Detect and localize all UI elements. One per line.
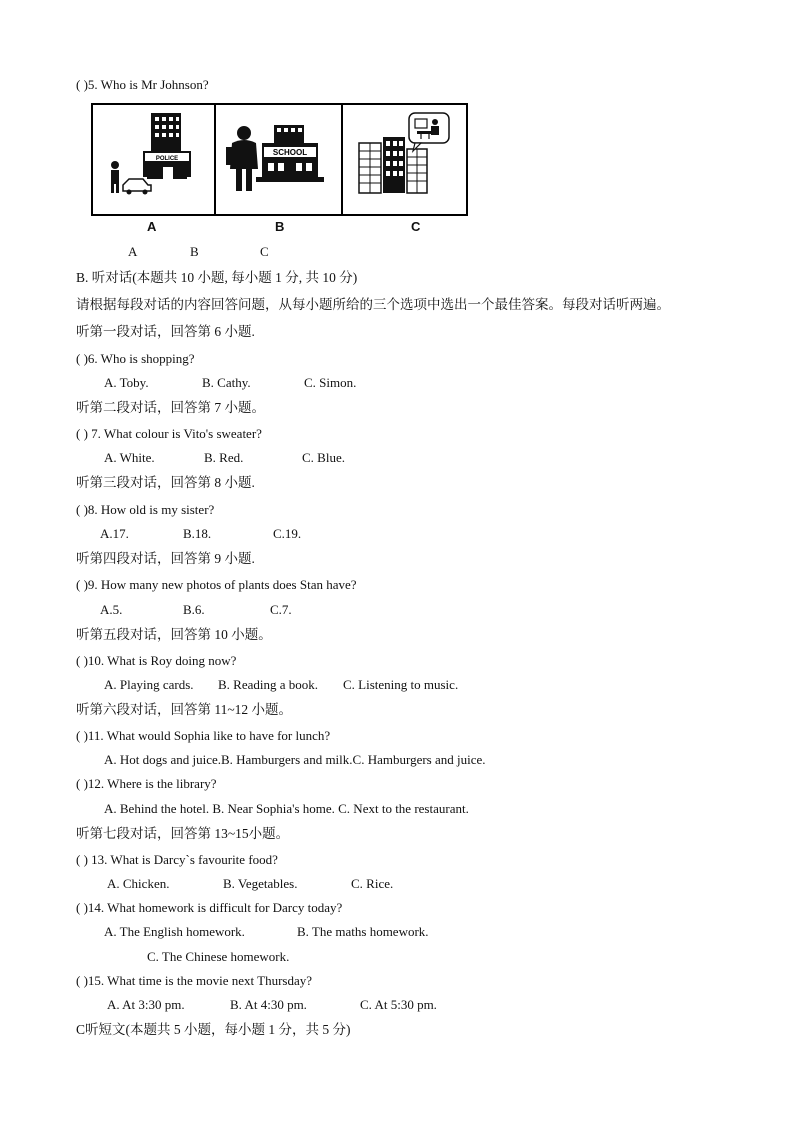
q15-option-b: B. At 4:30 pm. <box>230 997 307 1012</box>
q15-option-a: A. At 3:30 pm. <box>107 997 185 1012</box>
question-5-stem: ( )5. Who is Mr Johnson? <box>76 77 209 92</box>
question-11-stem: ( )11. What would Sophia like to have for lunch? <box>76 728 331 743</box>
q6-option-c: C. Simon. <box>304 375 357 390</box>
dialog-6-instruction: 听第六段对话，回答第 11~12 小题。 <box>76 702 293 717</box>
q8-option-a: A.17. <box>100 526 129 541</box>
q10-option-a: A. Playing cards. <box>104 677 194 692</box>
q14-option-c: C. The Chinese homework. <box>147 949 290 964</box>
q15-option-c: C. At 5:30 pm. <box>360 997 437 1012</box>
q9-option-c: C.7. <box>270 602 292 617</box>
q7-option-b: B. Red. <box>204 450 244 465</box>
question-14-stem: ( )14. What homework is difficult for Darcy today? <box>76 900 343 915</box>
picture-label-a: A <box>147 219 157 234</box>
picture-label-c: C <box>411 219 421 234</box>
q5-choice-b: B <box>190 244 199 259</box>
dialog-4-instruction: 听第四段对话，回答第 9 小题. <box>76 551 255 566</box>
q13-option-a: A. Chicken. <box>107 876 170 891</box>
school-sign: SCHOOL <box>272 148 308 157</box>
picture-b-school <box>216 105 343 214</box>
section-b-instruction: 请根据每段对话的内容回答问题，从每小题所给的三个选项中选出一个最佳答案。每段对话听两遍。 <box>76 297 670 312</box>
q12-options: A. Behind the hotel. B. Near Sophia's home. C. Next to the restaurant. <box>104 801 469 816</box>
question-10-stem: ( )10. What is Roy doing now? <box>76 653 237 668</box>
q10-option-b: B. Reading a book. <box>218 677 319 692</box>
question-13-stem: ( ) 13. What is Darcy`s favourite food? <box>76 852 278 867</box>
picture-c-office <box>343 105 466 214</box>
dialog-5-instruction: 听第五段对话，回答第 10 小题。 <box>76 627 272 642</box>
q11-options: A. Hot dogs and juice.B. Hamburgers and milk.C. Hamburgers and juice. <box>104 752 486 767</box>
picture-label-b: B <box>275 219 285 234</box>
q9-option-b: B.6. <box>183 602 205 617</box>
question-9-stem: ( )9. How many new photos of plants does Stan have? <box>76 577 357 592</box>
q7-option-a: A. White. <box>104 450 155 465</box>
question-6-stem: ( )6. Who is shopping? <box>76 351 195 366</box>
q13-option-c: C. Rice. <box>351 876 394 891</box>
dialog-2-instruction: 听第二段对话，回答第 7 小题。 <box>76 400 265 415</box>
police-sign: POLICE <box>155 156 179 162</box>
q10-option-c: C. Listening to music. <box>343 677 459 692</box>
q5-choice-a: A <box>128 244 138 259</box>
q9-option-a: A.5. <box>100 602 123 617</box>
q6-option-a: A. Toby. <box>104 375 149 390</box>
section-c-heading: C听短文(本题共 5 小题，每小题 1 分，共 5 分) <box>76 1022 351 1037</box>
dialog-1-instruction: 听第一段对话，回答第 6 小题. <box>76 324 255 339</box>
q7-option-c: C. Blue. <box>302 450 345 465</box>
section-b-heading: B. 听对话(本题共 10 小题, 每小题 1 分, 共 10 分) <box>76 270 358 285</box>
question-15-stem: ( )15. What time is the movie next Thursday? <box>76 973 312 988</box>
q14-option-a: A. The English homework. <box>104 924 245 939</box>
dialog-7-instruction: 听第七段对话，回答第 13~15小题。 <box>76 826 290 841</box>
question-5-pictures <box>91 103 468 216</box>
question-12-stem: ( )12. Where is the library? <box>76 776 217 791</box>
question-8-stem: ( )8. How old is my sister? <box>76 502 215 517</box>
q8-option-c: C.19. <box>273 526 302 541</box>
question-7-stem: ( ) 7. What colour is Vito's sweater? <box>76 426 262 441</box>
picture-a-police <box>93 105 216 214</box>
q5-choice-c: C <box>260 244 269 259</box>
q6-option-b: B. Cathy. <box>202 375 251 390</box>
q8-option-b: B.18. <box>183 526 212 541</box>
dialog-3-instruction: 听第三段对话，回答第 8 小题. <box>76 475 255 490</box>
q13-option-b: B. Vegetables. <box>223 876 298 891</box>
q14-option-b: B. The maths homework. <box>297 924 429 939</box>
